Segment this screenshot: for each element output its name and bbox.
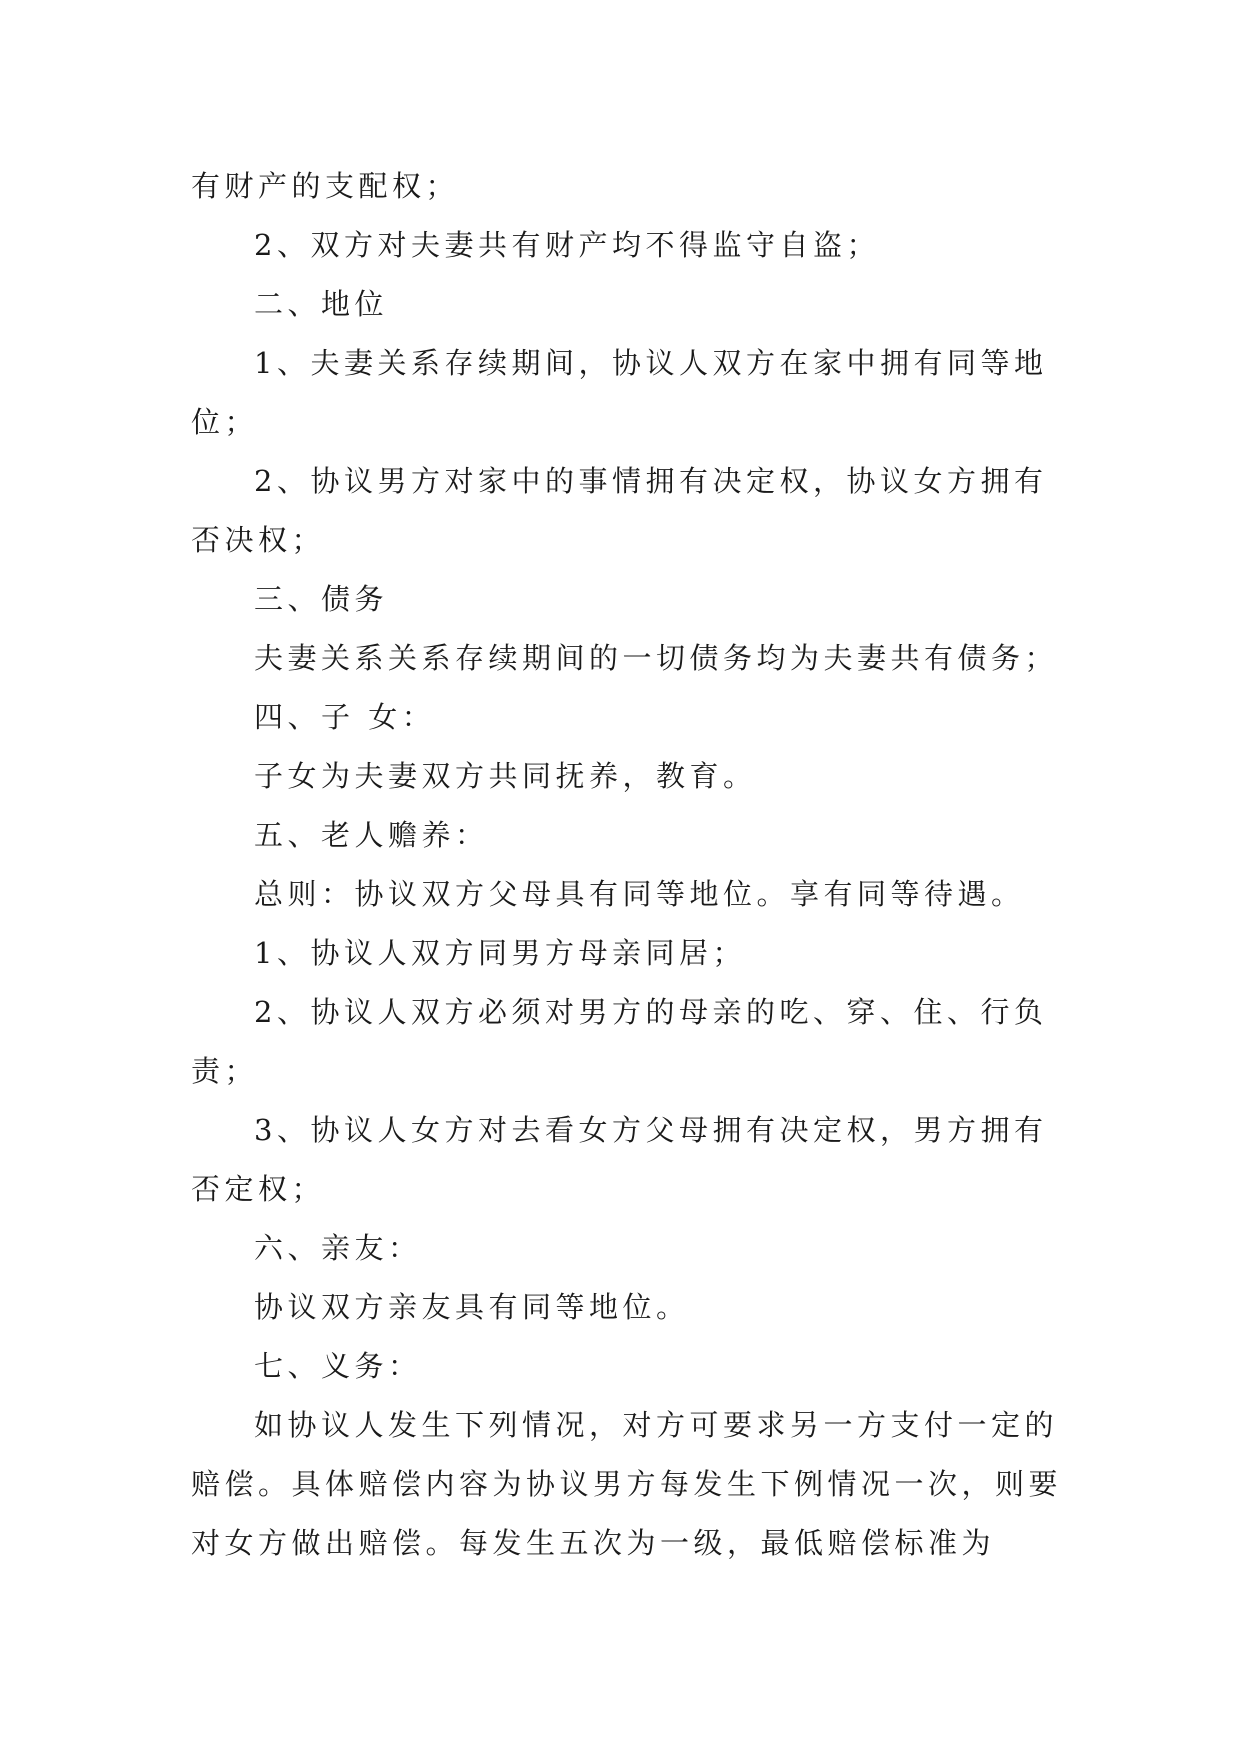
text-line: 赔偿。具体赔偿内容为协议男方每发生下例情况一次，则要	[191, 1467, 1063, 1501]
text-line: 七、义务：	[254, 1349, 422, 1383]
text-line: 2、双方对夫妻共有财产均不得监守自盗；	[254, 228, 880, 262]
text-line: 总则：协议双方父母具有同等地位。享有同等待遇。	[254, 877, 1025, 911]
text-line: 六、亲友：	[254, 1231, 422, 1265]
text-line: 责；	[191, 1054, 259, 1088]
document-body	[191, 157, 1071, 1573]
text-line: 2、协议男方对家中的事情拥有决定权，协议女方拥有	[254, 464, 1048, 498]
text-line: 子女为夫妻双方共同抚养，教育。	[254, 759, 757, 793]
text-line: 2、协议人双方必须对男方的母亲的吃、穿、住、行负	[254, 995, 1048, 1029]
text-line: 有财产的支配权；	[191, 169, 460, 203]
text-line: 如协议人发生下列情况，对方可要求另一方支付一定的	[254, 1408, 1059, 1442]
text-line: 1、夫妻关系存续期间，协议人双方在家中拥有同等地	[254, 346, 1048, 380]
text-line: 四、子 女：	[254, 700, 436, 734]
text-line: 否决权；	[191, 523, 326, 557]
text-line: 五、老人赡养：	[254, 818, 489, 852]
text-line: 协议双方亲友具有同等地位。	[254, 1290, 690, 1324]
text-line: 3、协议人女方对去看女方父母拥有决定权，男方拥有	[254, 1113, 1048, 1147]
text-line: 三、债务	[254, 582, 389, 616]
text-line: 对女方做出赔偿。每发生五次为一级，最低赔偿标准为	[191, 1526, 996, 1560]
text-line: 1、协议人双方同男方母亲同居；	[254, 936, 746, 970]
text-line: 位；	[191, 405, 259, 439]
text-line: 二、地位	[254, 287, 389, 321]
text-line: 否定权；	[191, 1172, 326, 1206]
text-line: 夫妻关系关系存续期间的一切债务均为夫妻共有债务；	[254, 641, 1059, 675]
